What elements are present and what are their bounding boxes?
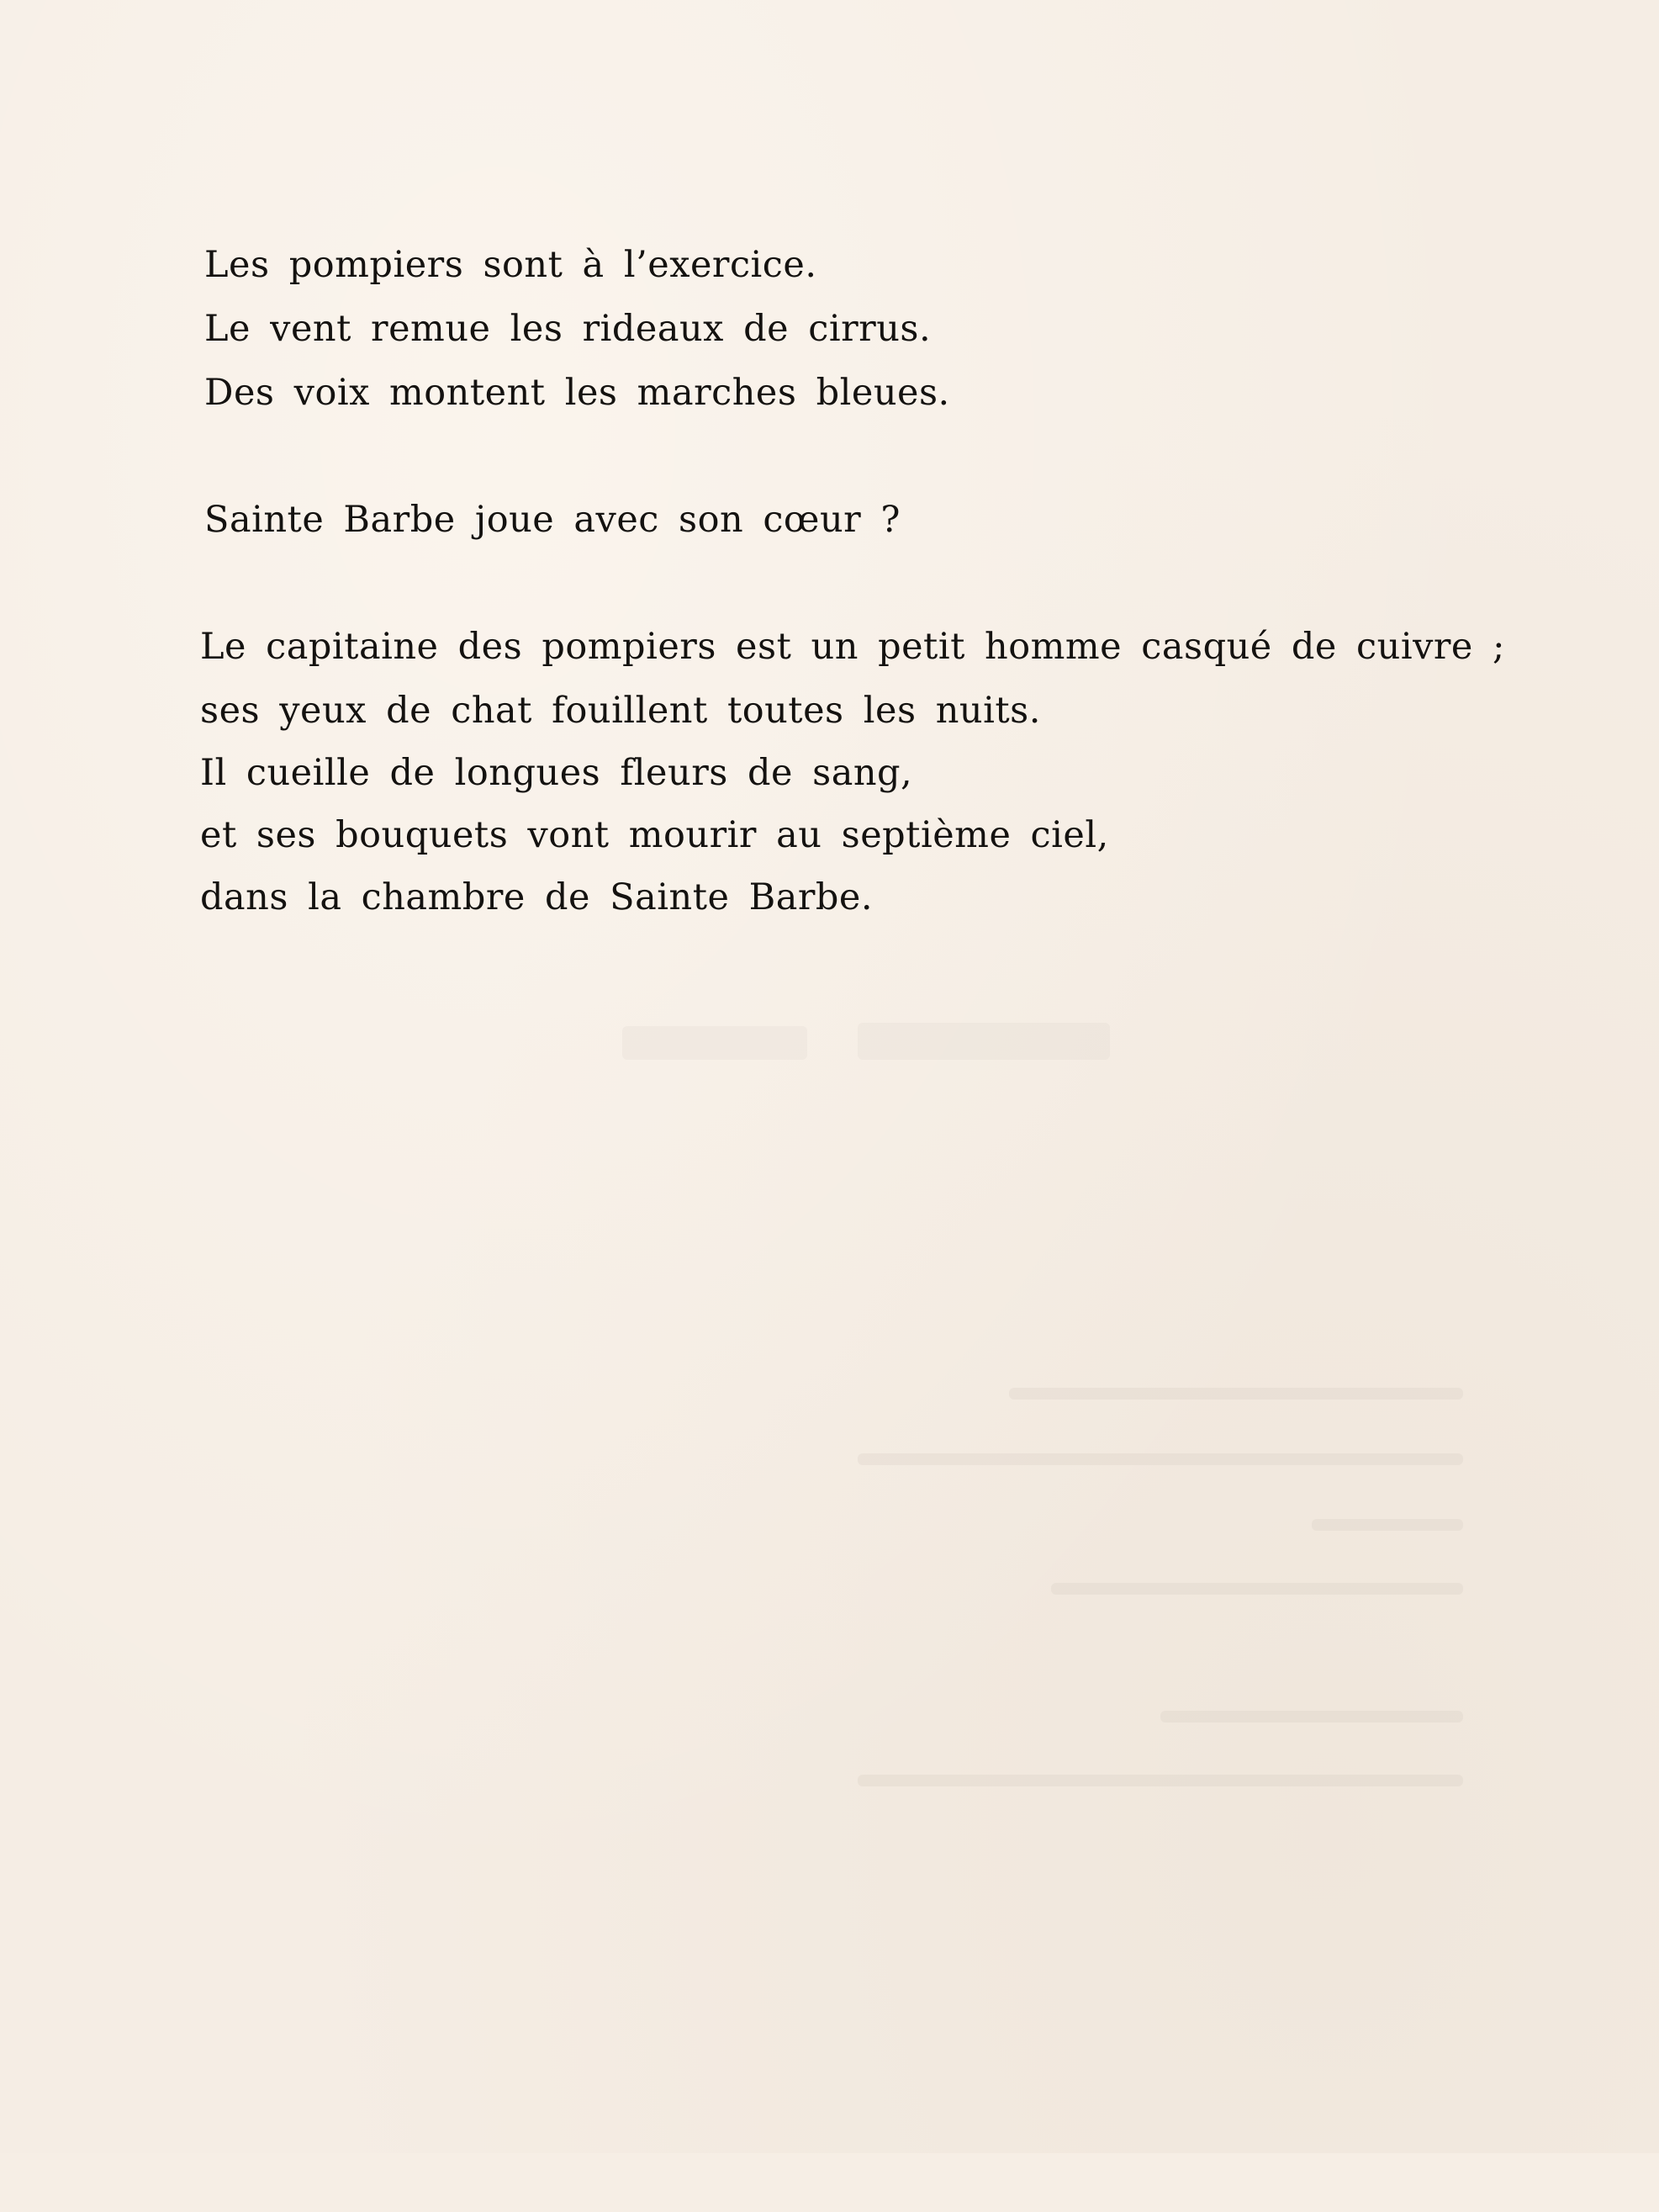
poem-line: Les pompiers sont à l’exercice. bbox=[204, 244, 817, 286]
poem-line: et ses bouquets vont mourir au septième ciel, bbox=[200, 814, 1109, 856]
poem-line: ses yeux de chat fouillent toutes les nuits. bbox=[200, 690, 1041, 732]
poem-line: dans la chambre de Sainte Barbe. bbox=[200, 876, 874, 918]
poem-line: Sainte Barbe joue avec son cœur ? bbox=[204, 499, 901, 541]
poem-line: Il cueille de longues fleurs de sang, bbox=[200, 752, 913, 794]
show-through-title bbox=[589, 992, 1177, 1093]
poem-line: Le capitaine des pompiers est un petit homme casqué de cuivre ; bbox=[200, 626, 1506, 668]
show-through-text bbox=[841, 1388, 1480, 2212]
poem-line: Le vent remue les rideaux de cirrus. bbox=[204, 308, 932, 350]
poem-line: Des voix montent les marches bleues. bbox=[204, 372, 950, 414]
